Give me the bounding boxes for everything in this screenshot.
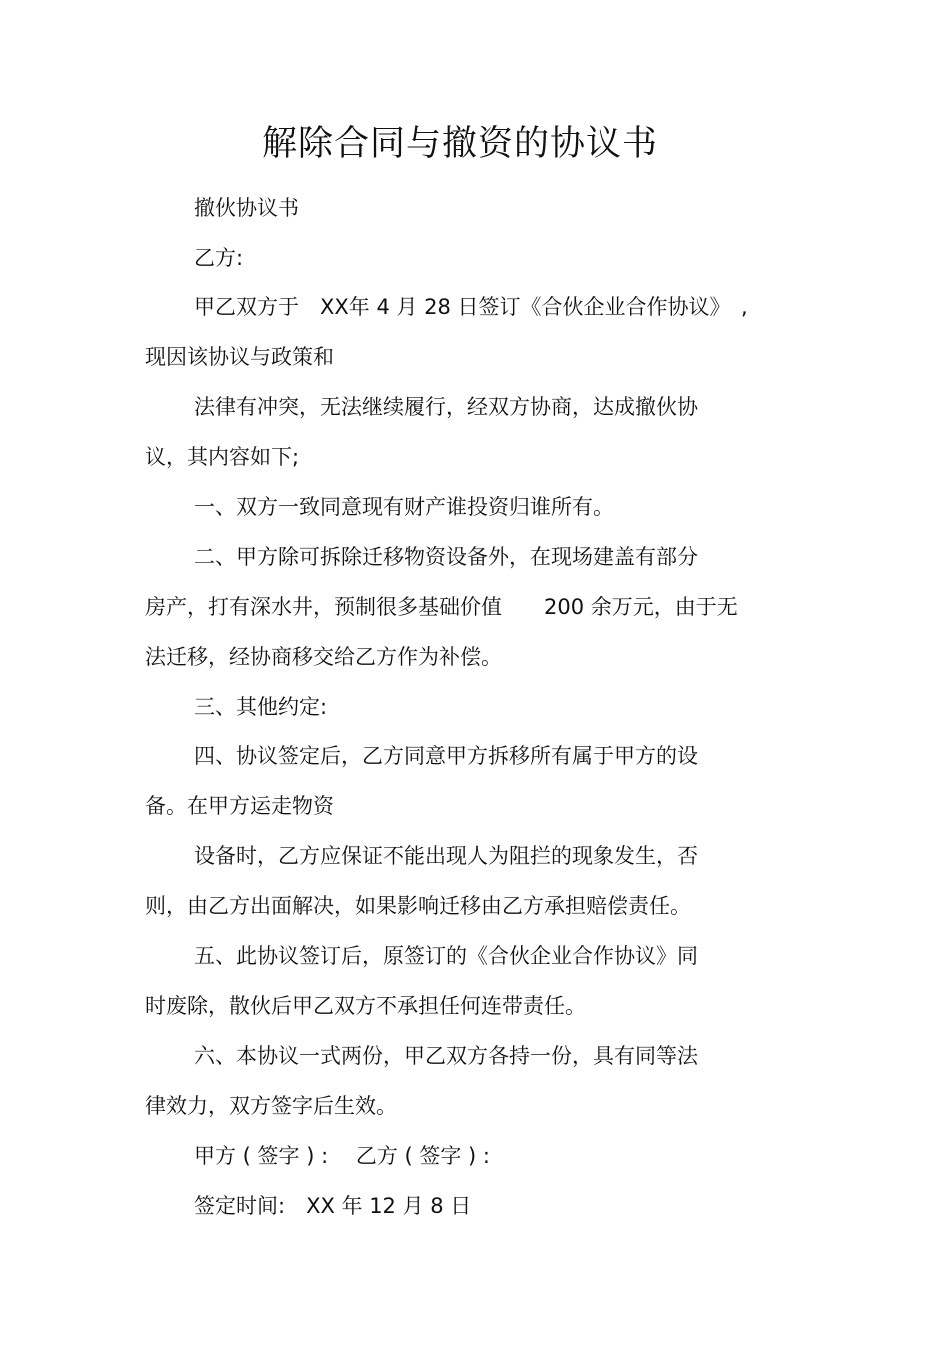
paragraph-line: 现因该协议与政策和 bbox=[145, 345, 334, 369]
signature-line: 甲方 ( 签字 ) : 乙方 ( 签字 ) : bbox=[194, 1144, 490, 1168]
clause-5-line: 五、此协议签订后，原签订的《合伙企业合作协议》同 bbox=[194, 944, 698, 968]
paragraph-line: 法律有冲突，无法继续履行，经双方协商，达成撤伙协 bbox=[194, 395, 698, 419]
document-title: 解除合同与撤资的协议书 bbox=[261, 124, 658, 164]
signing-date-line: 签定时间: XX 年 12 月 8 日 bbox=[194, 1194, 472, 1218]
clause-6-line: 六、本协议一式两份，甲乙双方各持一份，具有同等法 bbox=[194, 1044, 698, 1068]
party-b-line: 乙方: bbox=[194, 246, 244, 270]
clause-2-line: 房产，打有深水井，预制很多基础价值 200 余万元，由于无 bbox=[145, 595, 738, 619]
clause-2-line: 法迁移，经协商移交给乙方作为补偿。 bbox=[145, 645, 502, 669]
clause-4-line: 四、协议签定后，乙方同意甲方拆移所有属于甲方的设 bbox=[194, 744, 698, 768]
paragraph-line: 甲乙双方于 XX年 4 月 28 日签订《合伙企业合作协议》 , bbox=[194, 295, 748, 319]
clause-2-line: 二、甲方除可拆除迁移物资设备外，在现场建盖有部分 bbox=[194, 545, 698, 569]
clause-4-line: 设备时，乙方应保证不能出现人为阻拦的现象发生，否 bbox=[194, 844, 698, 868]
clause-4-line: 备。在甲方运走物资 bbox=[145, 794, 334, 818]
clause-1-line: 一、双方一致同意现有财产谁投资归谁所有。 bbox=[194, 495, 614, 519]
clause-3-line: 三、其他约定: bbox=[194, 695, 328, 719]
paragraph-line: 议，其内容如下; bbox=[145, 445, 300, 469]
subtitle-line: 撤伙协议书 bbox=[194, 196, 299, 220]
clause-4-line: 则，由乙方出面解决，如果影响迁移由乙方承担赔偿责任。 bbox=[145, 894, 691, 918]
clause-6-line: 律效力，双方签字后生效。 bbox=[145, 1094, 397, 1118]
clause-5-line: 时废除，散伙后甲乙双方不承担任何连带责任。 bbox=[145, 994, 586, 1018]
